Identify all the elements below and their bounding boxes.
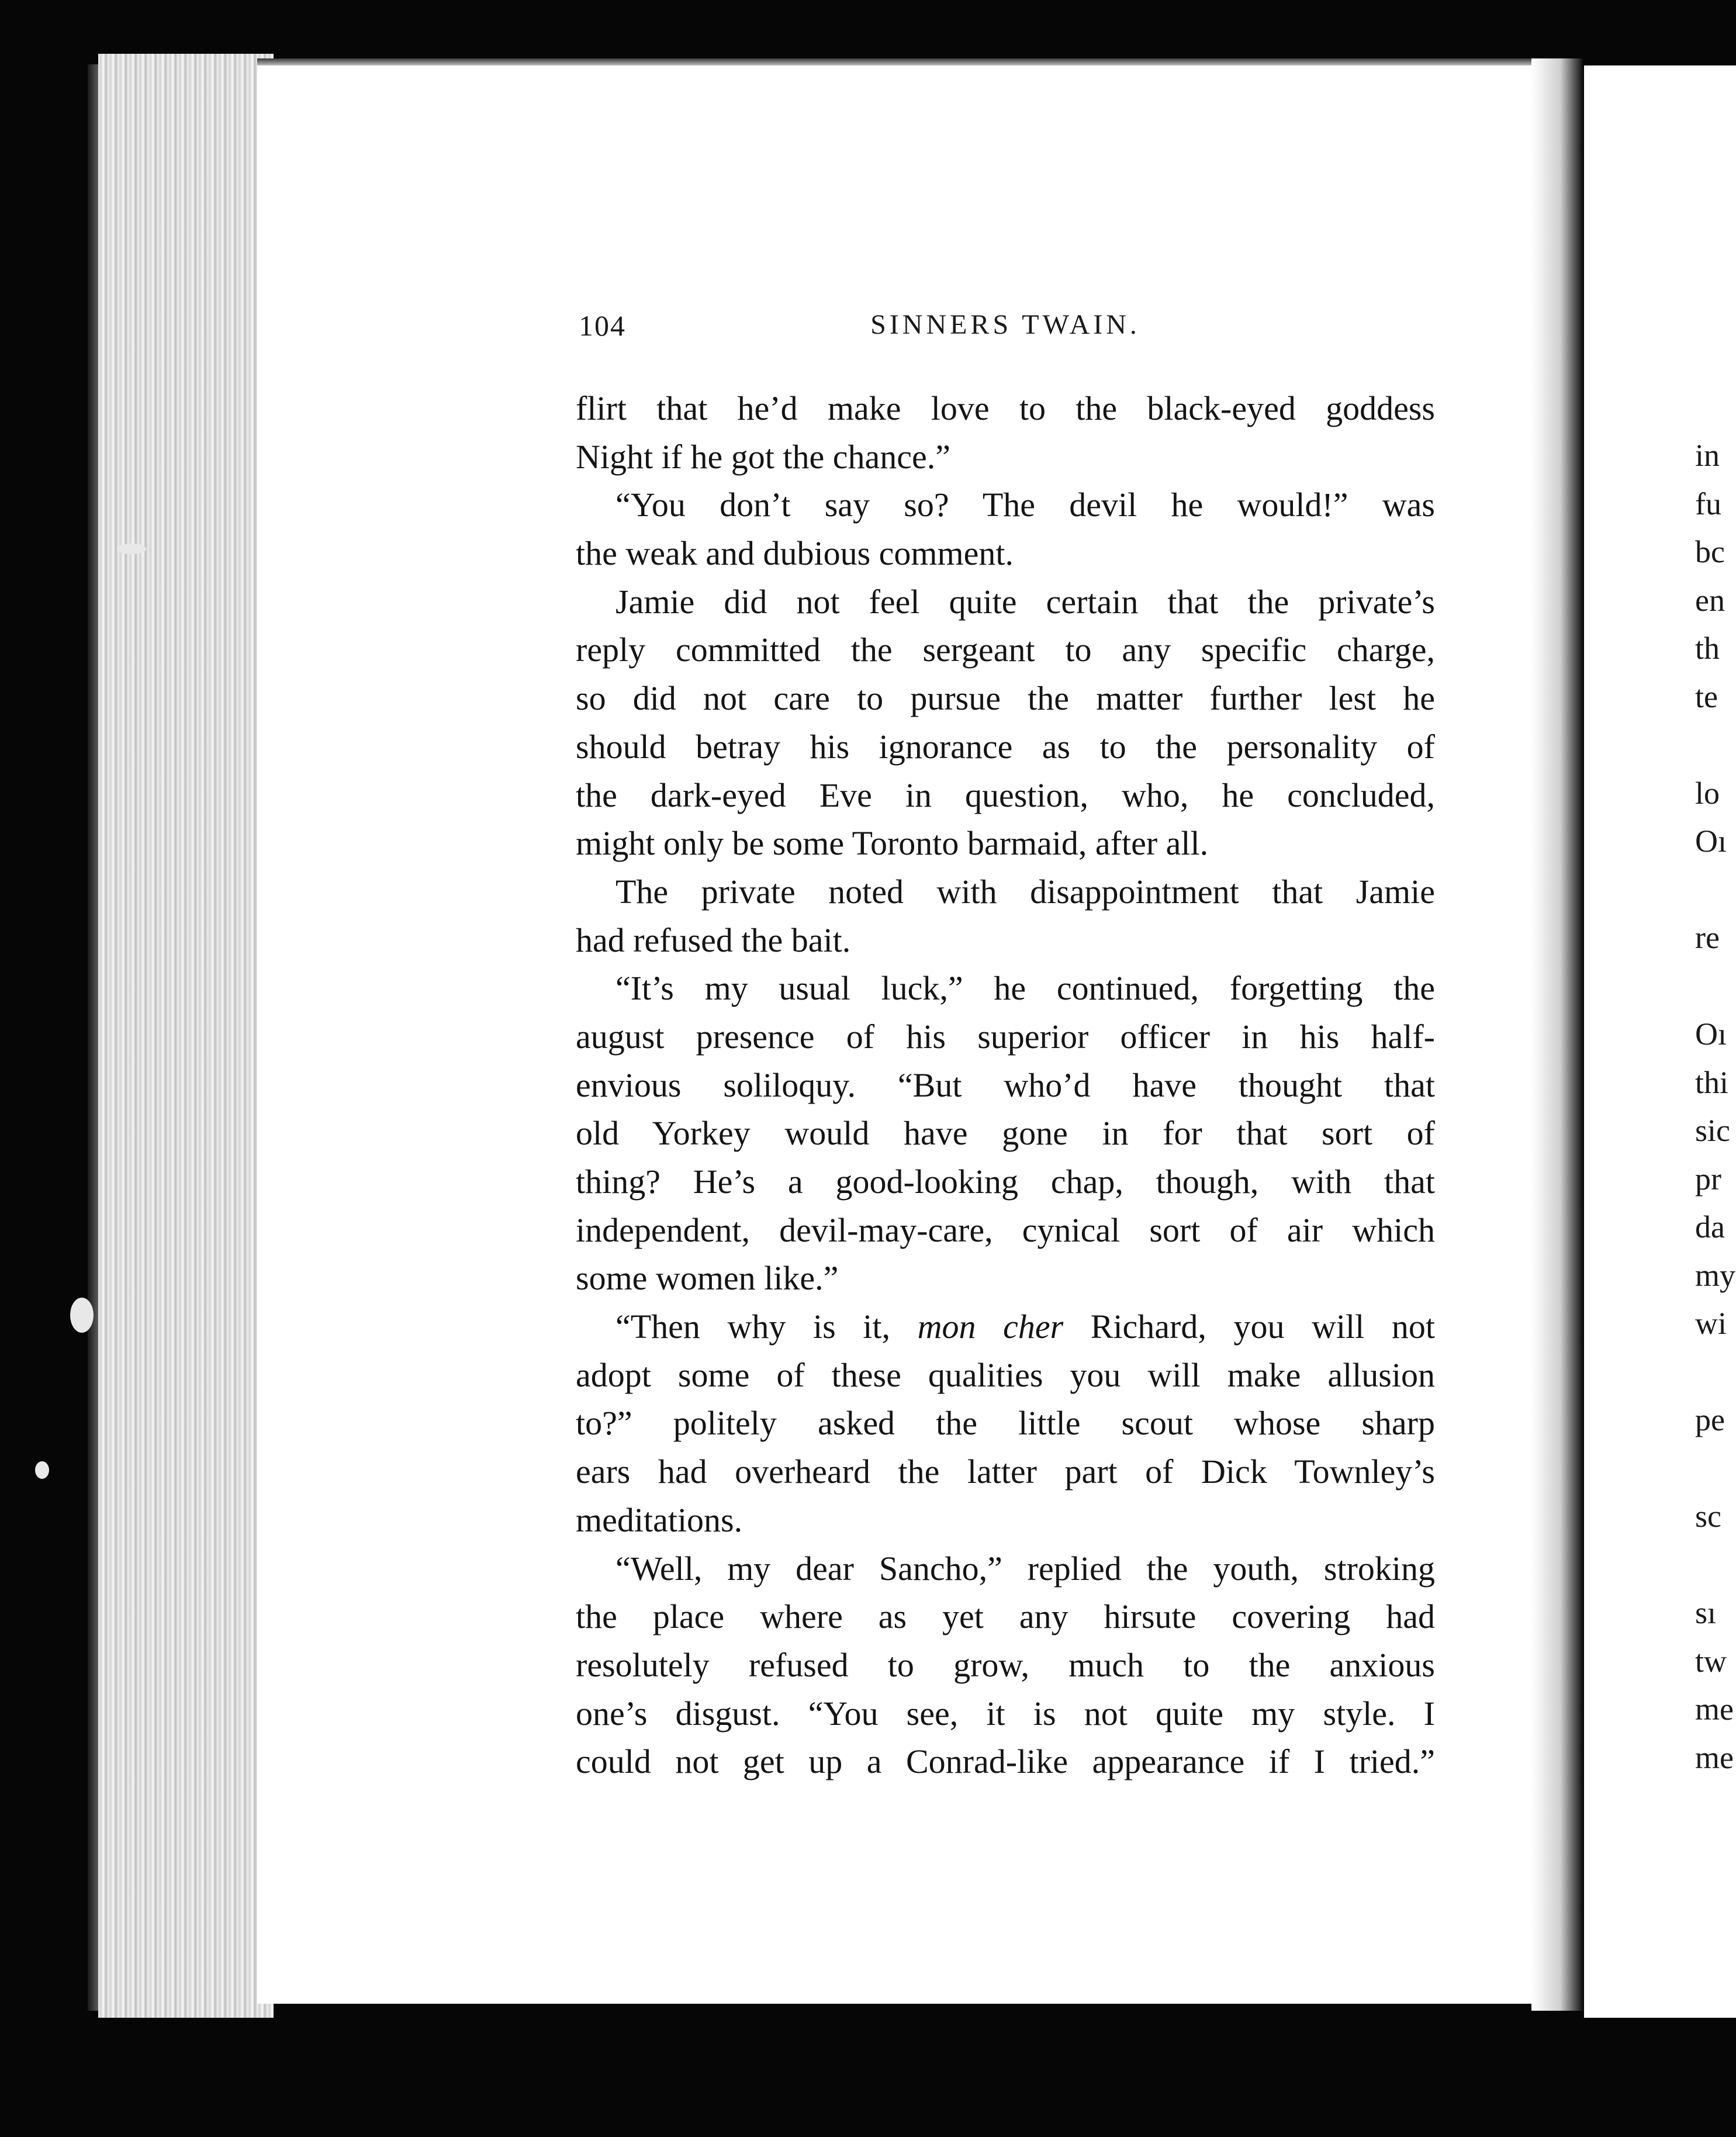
right-page-fragment: Oı — [1695, 1016, 1727, 1052]
scan-speck — [70, 1298, 94, 1333]
text-line: had refused the bait. — [576, 921, 851, 959]
body-text — [576, 385, 1435, 1786]
right-page-fragment: pe — [1695, 1402, 1725, 1437]
text-line: independent, devil-may-care, cynical sort of air which — [576, 1211, 1435, 1249]
text-line: The private noted with disappointment that Jamie — [615, 872, 1435, 911]
body-text-part-2 — [576, 1351, 1435, 1786]
right-page-fragment: re — [1695, 920, 1720, 955]
text-line: thing? He’s a good-looking chap, though, with that — [576, 1163, 1435, 1201]
right-page-fragment: fu — [1695, 486, 1721, 521]
text-segment: “Then why is it, — [615, 1308, 918, 1346]
right-page-fragment: lo — [1695, 775, 1720, 811]
right-page-fragment — [1695, 866, 1730, 914]
text-line: Night if he got the chance.” — [576, 437, 950, 476]
text-line: the weak and dubious comment. — [576, 534, 1014, 573]
text-line: “Well, my dear Sancho,” replied the youth, stroking — [615, 1549, 1435, 1588]
text-line: august presence of his superior officer in his half- — [576, 1017, 1435, 1056]
right-page-fragment: in — [1695, 438, 1720, 473]
italic-phrase: mon cher — [917, 1308, 1064, 1346]
text-line: reply committed the sergeant to any specific charge, — [576, 631, 1435, 669]
text-line: meditations. — [576, 1500, 743, 1539]
text-segment: Richard, you will not — [1063, 1308, 1435, 1346]
text-line: to?” politely asked the little scout whose sharp — [576, 1404, 1435, 1443]
text-line: old Yorkey would have gone in for that sort of — [576, 1114, 1435, 1153]
right-page-fragment — [1695, 1541, 1730, 1589]
text-line: flirt that he’d make love to the black-eyed goddess — [576, 389, 1435, 427]
text-line: adopt some of these qualities you will make allusion — [576, 1355, 1435, 1394]
text-line: so did not care to pursue the matter further lest he — [576, 679, 1435, 718]
page-header — [579, 309, 1432, 355]
text-line: ears had overheard the latter part of Dick Townley’s — [576, 1453, 1435, 1491]
page-edges-stack — [98, 54, 274, 2018]
text-line: the place where as yet any hirsute covering had — [576, 1597, 1435, 1636]
text-line: envious soliloquy. “But who’d have thought that — [576, 1066, 1435, 1104]
right-page-fragment: thi — [1695, 1064, 1729, 1100]
text-line: should betray his ignorance as to the personality of — [576, 727, 1435, 766]
text-line: might only be some Toronto barmaid, after all. — [576, 824, 1209, 863]
scan-speck — [117, 544, 146, 554]
right-page-fragment: da — [1695, 1209, 1725, 1244]
text-line: resolutely refused to grow, much to the anxious — [576, 1645, 1435, 1684]
right-page-fragment: me — [1695, 1740, 1734, 1775]
right-page-fragment — [1695, 1348, 1730, 1396]
text-line: “It’s my usual luck,” he continued, forgetting the — [615, 969, 1435, 1008]
text-line: some women like.” — [576, 1259, 839, 1298]
body-text-part-1 — [576, 385, 1435, 1303]
right-page-fragment: my — [1695, 1257, 1736, 1293]
right-page-fragment: Oı — [1695, 824, 1727, 859]
right-page-fragment — [1695, 1444, 1730, 1493]
text-line: “You don’t say so? The devil he would!” was — [615, 486, 1435, 524]
right-page-text-fragments — [1695, 431, 1736, 1782]
right-page-fragment: sic — [1695, 1113, 1730, 1148]
right-page-fragment: sc — [1695, 1499, 1721, 1534]
text-line: the dark-eyed Eve in question, who, he concluded, — [576, 776, 1435, 814]
right-page-fragment: tw — [1695, 1643, 1727, 1679]
right-page-fragment: en — [1695, 582, 1725, 618]
book-gutter — [1531, 58, 1584, 2011]
right-page-fragment — [1695, 721, 1730, 769]
right-page-fragment: sı — [1695, 1595, 1717, 1630]
right-page-fragment — [1695, 962, 1730, 1011]
text-line — [576, 1303, 1435, 1351]
text-line: could not get up a Conrad-like appearance if I tried.” — [576, 1742, 1435, 1781]
right-page-fragment: te — [1695, 679, 1718, 714]
right-page-fragment: th — [1695, 631, 1720, 666]
scan-speck — [35, 1461, 49, 1479]
page-number: 104 — [579, 309, 626, 342]
text-line: one’s disgust. “You see, it is not quite my style. I — [576, 1694, 1435, 1733]
right-page-fragment: wi — [1695, 1306, 1727, 1341]
right-page-fragment: bc — [1695, 534, 1725, 569]
text-line: Jamie did not feel quite certain that the private’s — [615, 582, 1435, 621]
right-page-fragment: pr — [1695, 1161, 1721, 1197]
running-head: SINNERS TWAIN. — [870, 309, 1140, 340]
right-page-fragment: me — [1695, 1692, 1734, 1727]
